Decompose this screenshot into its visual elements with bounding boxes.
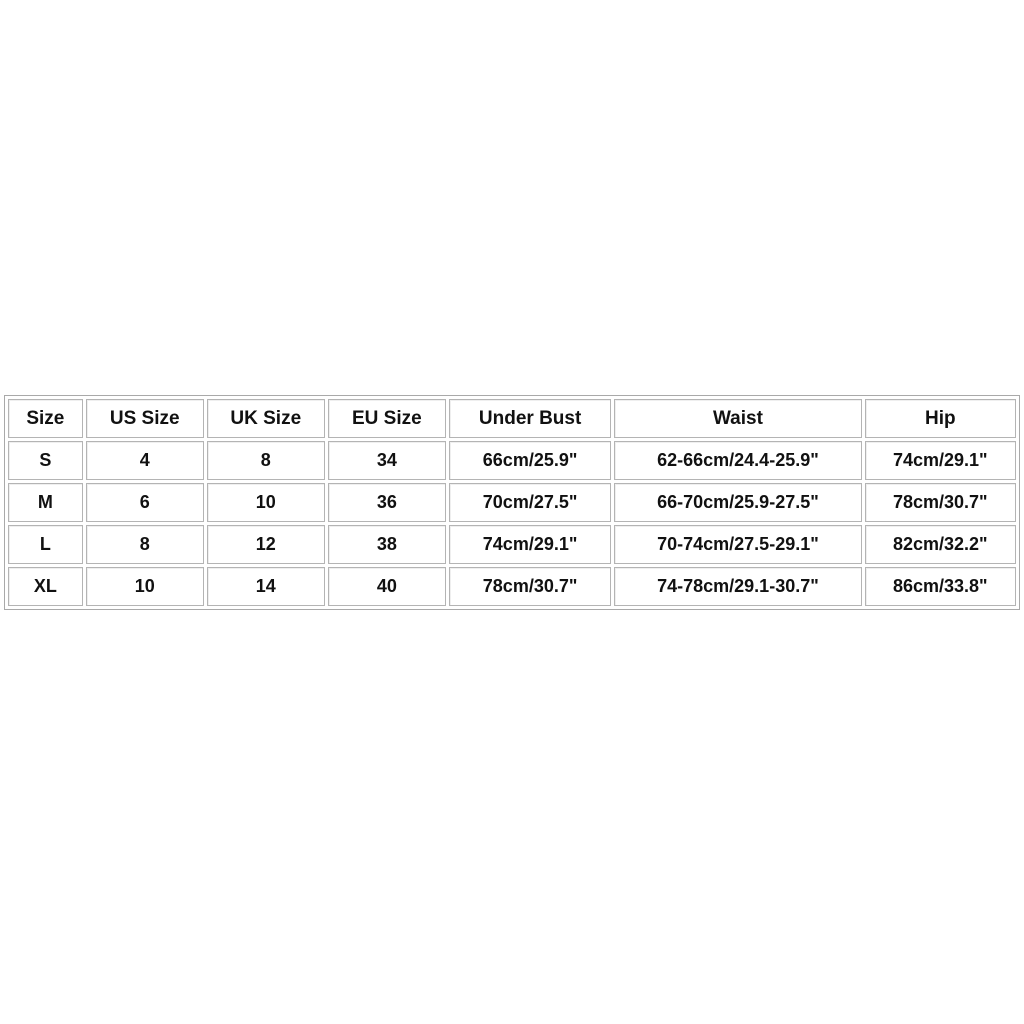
table-cell: M [8,483,83,522]
header-cell-eu-size: EU Size [328,399,446,438]
table-cell: 38 [328,525,446,564]
table-cell: 82cm/32.2" [865,525,1016,564]
table-row [8,525,1016,564]
header-cell-hip: Hip [865,399,1016,438]
table-cell: 78cm/30.7" [449,567,611,606]
table-cell: 62-66cm/24.4-25.9" [614,441,861,480]
table-cell: 10 [207,483,325,522]
table-cell: 8 [207,441,325,480]
header-cell-uk-size: UK Size [207,399,325,438]
table-cell: S [8,441,83,480]
table-cell: 86cm/33.8" [865,567,1016,606]
table-cell: 36 [328,483,446,522]
table-row [8,567,1016,606]
header-cell-waist: Waist [614,399,861,438]
table-row [8,441,1016,480]
header-cell-us-size: US Size [86,399,204,438]
table-cell: 10 [86,567,204,606]
table-row [8,483,1016,522]
table-cell: 70-74cm/27.5-29.1" [614,525,861,564]
table-cell: 6 [86,483,204,522]
table-cell: 14 [207,567,325,606]
table-cell: 70cm/27.5" [449,483,611,522]
table-cell: 74cm/29.1" [449,525,611,564]
table-cell: 12 [207,525,325,564]
size-chart-table [4,395,1020,610]
table-cell: 66cm/25.9" [449,441,611,480]
table-cell: 8 [86,525,204,564]
header-row [8,399,1016,438]
table-cell: 74-78cm/29.1-30.7" [614,567,861,606]
table-cell: XL [8,567,83,606]
header-cell-under-bust: Under Bust [449,399,611,438]
table-cell: 74cm/29.1" [865,441,1016,480]
table-cell: 40 [328,567,446,606]
table-cell: L [8,525,83,564]
table-cell: 66-70cm/25.9-27.5" [614,483,861,522]
table-cell: 78cm/30.7" [865,483,1016,522]
table-cell: 4 [86,441,204,480]
table-cell: 34 [328,441,446,480]
header-cell-size: Size [8,399,83,438]
